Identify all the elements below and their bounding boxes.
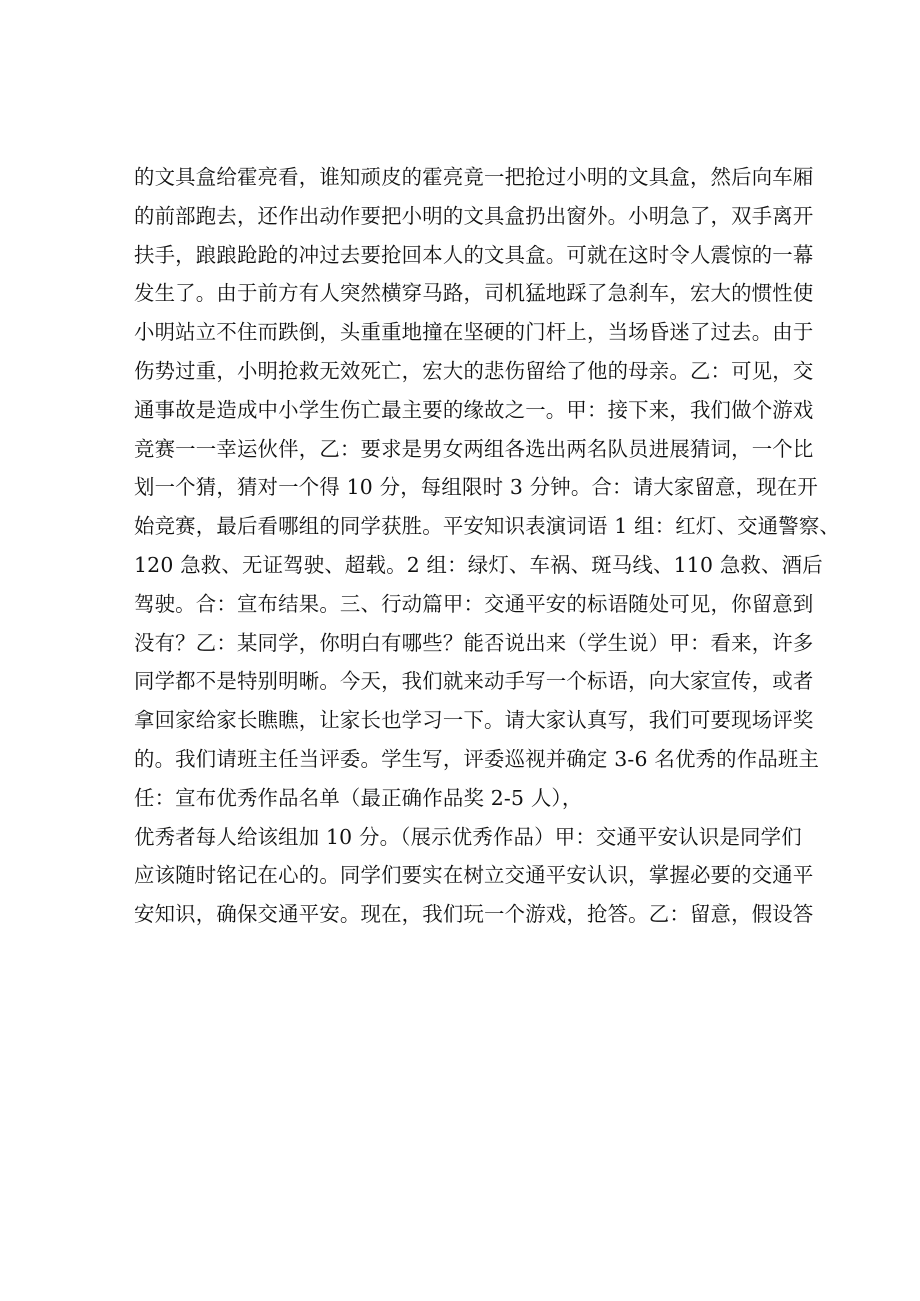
text-line: 同学都不是特别明晰。今天，我们就来动手写一个标语，向大家宣传，或者 [134, 669, 814, 694]
text-line: 小明站立不住而跌倒，头重重地撞在坚硬的门杆上，当场昏迷了过去。由于 [134, 320, 814, 345]
text-line: 的文具盒给霍亮看，谁知顽皮的霍亮竟一把抢过小明的文具盒，然后向车厢 [134, 165, 814, 189]
text-line: 优秀者每人给该组加 10 分。（展示优秀作品）甲：交通平安认识是同学们 [134, 824, 802, 849]
text-line: 驾驶。合：宣布结果。三、行动篇甲：交通平安的标语随处可见，你留意到 [134, 591, 814, 616]
text-line: 竞赛一一幸运伙伴，乙：要求是男女两组各选出两名队员进展猜词，一个比 [134, 436, 814, 461]
text-line: 划一个猜，猜对一个得 10 分，每组限时 3 分钟。合：请大家留意，现在开 [134, 475, 818, 500]
text-line: 没有？乙：某同学，你明白有哪些？能否说出来（学生说）甲：看来，许多 [134, 630, 814, 655]
text-line: 120 急救、无证驾驶、超载。2 组：绿灯、车祸、斑马线、110 急救、酒后 [134, 552, 823, 577]
text-line: 伤势过重，小明抢救无效死亡，宏大的悲伤留给了他的母亲。乙：可见，交 [134, 358, 814, 383]
text-line: 的前部跑去，还作出动作要把小明的文具盒扔出窗外。小明急了，双手离开 [134, 203, 814, 228]
text-line: 始竞赛，最后看哪组的同学获胜。平安知识表演词语 1 组：红灯、交通警察、 [134, 514, 841, 539]
text-line: 发生了。由于前方有人突然横穿马路，司机猛地踩了急刹车，宏大的惯性使 [134, 281, 814, 306]
text-line: 应该随时铭记在心的。同学们要实在树立交通平安认识，掌握必要的交通平 [134, 863, 814, 888]
text-line: 任：宣布优秀作品名单（最正确作品奖 2-5 人）， [134, 785, 583, 810]
text-line: 的。我们请班主任当评委。学生写，评委巡视并确定 3-6 名优秀的作品班主 [134, 746, 820, 771]
text-line: 通事故是造成中小学生伤亡最主要的缘故之一。甲：接下来，我们做个游戏 [134, 397, 814, 422]
text-line: 扶手，踉踉跄跄的冲过去要抢回本人的文具盒。可就在这时令人震惊的一幕 [134, 242, 814, 267]
text-line: 安知识，确保交通平安。现在，我们玩一个游戏，抢答。乙：留意，假设答 [134, 902, 814, 927]
text-line: 拿回家给家长瞧瞧，让家长也学习一下。请大家认真写，我们可要现场评奖 [134, 708, 814, 733]
body-text [134, 158, 841, 934]
